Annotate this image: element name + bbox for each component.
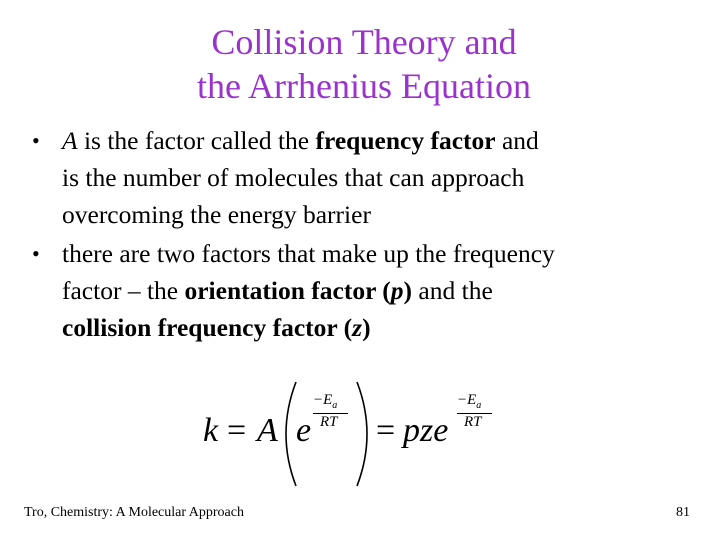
eq-exp2-num bbox=[457, 392, 481, 411]
bullet-dot-icon: • bbox=[32, 128, 40, 153]
bullet-2-line-3 bbox=[62, 309, 710, 346]
eq-equals-2: = bbox=[376, 412, 396, 449]
bullet-1-line-2: is the number of molecules that can approach bbox=[62, 163, 525, 192]
eq-k: k bbox=[203, 412, 219, 449]
exp2-num-sub: a bbox=[476, 400, 482, 411]
exp2-num-text: −E bbox=[457, 392, 477, 408]
bullet-1-line-3: overcoming the energy barrier bbox=[62, 200, 371, 229]
bullet-1-text-end: and bbox=[495, 126, 539, 155]
term-collision-frequency-factor bbox=[62, 313, 371, 342]
variable-p: p bbox=[390, 276, 404, 305]
orientation-label: orientation factor ( bbox=[184, 276, 391, 305]
eq-pze: pze bbox=[403, 412, 449, 449]
bullet-item-1 bbox=[30, 122, 710, 233]
bullet-1-text: is the factor called the bbox=[77, 126, 316, 155]
eq-A: A bbox=[257, 412, 278, 449]
eq-e: e bbox=[296, 412, 312, 449]
collision-label: collision frequency factor ( bbox=[62, 313, 353, 342]
eq-equals-1: = bbox=[227, 412, 247, 449]
collision-close: ) bbox=[362, 313, 371, 342]
bullet-1-line-1 bbox=[62, 122, 710, 159]
bullet-item-2 bbox=[30, 235, 710, 346]
bullet-dot-icon: • bbox=[32, 241, 40, 266]
term-frequency-factor: frequency factor bbox=[315, 126, 496, 155]
slide-title bbox=[0, 20, 728, 108]
title-line-1: Collision Theory and bbox=[211, 22, 517, 62]
eq-fraction-line-2 bbox=[457, 413, 492, 414]
bullet-2-line-1: there are two factors that make up the frequency bbox=[62, 239, 555, 268]
exp-num-text: −E bbox=[313, 392, 333, 408]
variable-A: A bbox=[62, 126, 78, 155]
eq-exp2-den: RT bbox=[464, 414, 482, 430]
title-line-2: the Arrhenius Equation bbox=[197, 66, 531, 106]
eq-exp-den: RT bbox=[320, 414, 338, 430]
eq-exp-num bbox=[313, 392, 337, 411]
footer-source: Tro, Chemistry: A Molecular Approach bbox=[24, 505, 244, 520]
term-orientation-factor bbox=[184, 276, 412, 305]
bullet-2-text: factor – the bbox=[62, 276, 185, 305]
eq-fraction-line-1 bbox=[313, 413, 348, 414]
orientation-close: ) bbox=[403, 276, 413, 305]
bullet-2-text-end: and the bbox=[412, 276, 493, 305]
exp-num-sub: a bbox=[332, 400, 338, 411]
page-number: 81 bbox=[676, 505, 690, 520]
variable-z: z bbox=[352, 313, 363, 342]
bullet-2-line-2 bbox=[62, 272, 710, 309]
bullet-list bbox=[30, 122, 710, 348]
